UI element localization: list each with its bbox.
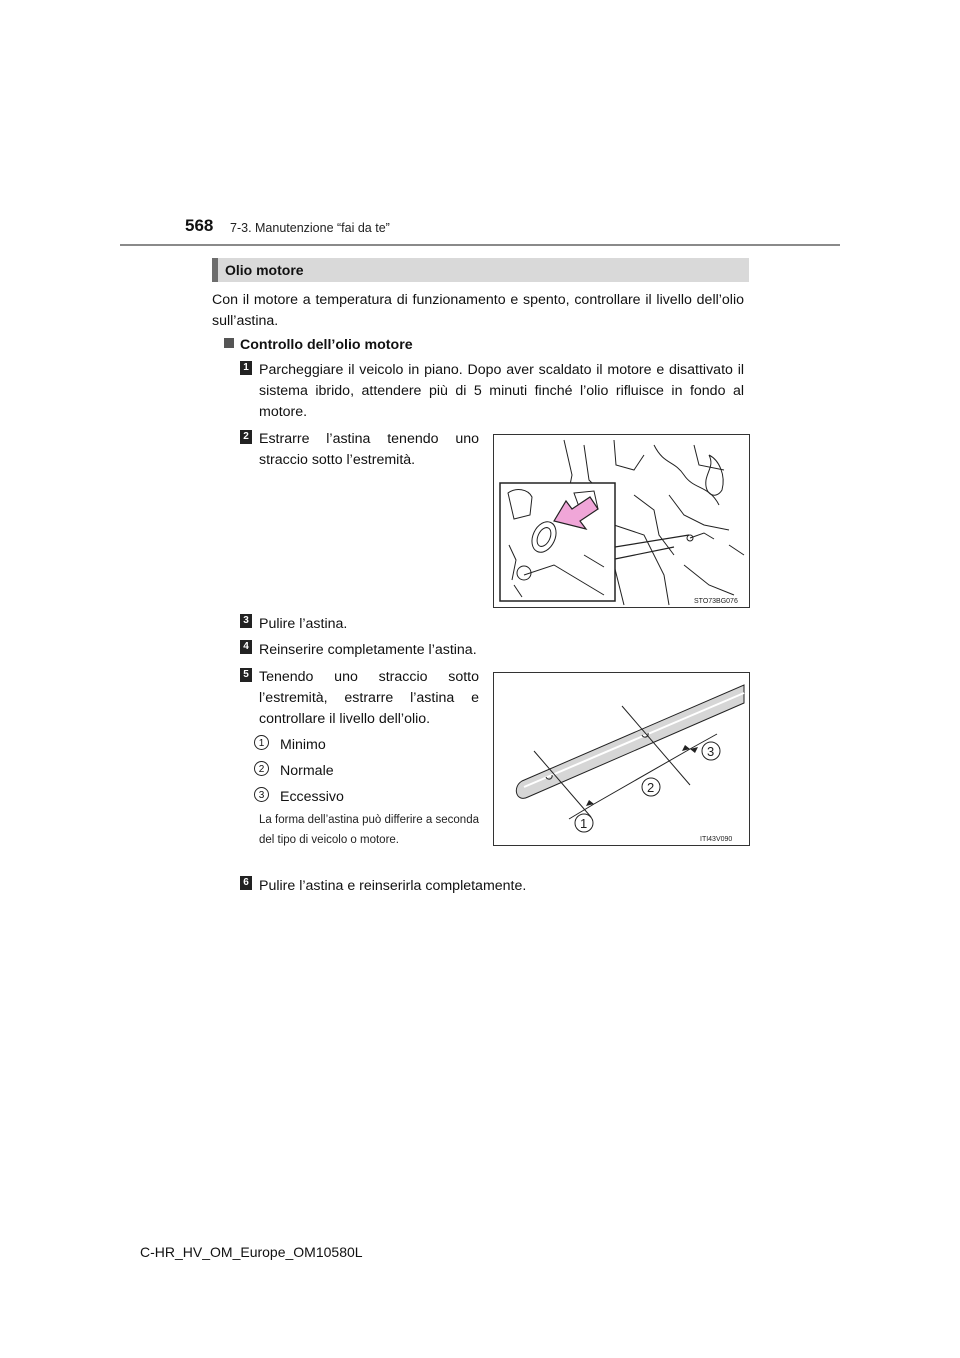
square-bullet-icon xyxy=(224,338,234,348)
step-marker-3: 3 xyxy=(240,614,252,628)
callout-1: 1 xyxy=(580,816,588,831)
dipstick-illustration xyxy=(494,673,749,845)
callout-2: 2 xyxy=(647,780,655,795)
section-accent xyxy=(212,258,218,282)
dipstick-figure xyxy=(493,672,750,846)
engine-figure-code: STO73BG076 xyxy=(694,598,738,605)
step-text-5: Tenendo uno straccio sotto l’estremità, estrarre l’astina e controllare il livello dell’olio. xyxy=(259,669,479,727)
intro-paragraph: Con il motore a temperatura di funzionamento e spento, controllare il livello dell’olio sull’astina. xyxy=(212,292,744,329)
step-text-4: Reinserire completamente l’astina. xyxy=(259,642,477,658)
level-label-minimo: Minimo xyxy=(280,737,326,753)
subsection-label: Controllo dell’olio motore xyxy=(240,337,413,353)
level-label-normale: Normale xyxy=(280,763,334,779)
footer-document-id: C-HR_HV_OM_Europe_OM10580L xyxy=(140,1244,363,1260)
engine-illustration xyxy=(494,435,749,607)
dipstick-figure-code: ITI43V090 xyxy=(700,836,733,843)
level-marker-2: 2 xyxy=(254,761,269,776)
step-text-2: Estrarre l’astina tenendo uno straccio sotto l’estremità. xyxy=(259,431,479,468)
step-marker-5: 5 xyxy=(240,668,252,682)
step-text-3: Pulire l’astina. xyxy=(259,616,348,632)
step-marker-6: 6 xyxy=(240,876,252,890)
step-text-6: Pulire l’astina e reinserirla completamente. xyxy=(259,878,527,894)
subsection-title xyxy=(224,337,413,353)
callout-3: 3 xyxy=(707,744,715,759)
chapter-title: 7-3. Manutenzione “fai da te” xyxy=(230,221,390,235)
level-marker-3: 3 xyxy=(254,787,269,802)
step-marker-1: 1 xyxy=(240,361,252,375)
section-title: Olio motore xyxy=(225,262,304,278)
header-rule xyxy=(120,244,840,246)
step-text-1: Parcheggiare il veicolo in piano. Dopo aver scaldato il motore e disattivato il sistema ibrido, attendere più di 5 minuti finché l’olio rifluisce in fondo al motore. xyxy=(259,362,744,420)
engine-figure xyxy=(493,434,750,608)
section-header xyxy=(212,258,749,282)
level-marker-1: 1 xyxy=(254,735,269,750)
level-label-eccessivo: Eccessivo xyxy=(280,789,344,805)
page-number: 568 xyxy=(185,216,214,235)
shape-note: La forma dell’astina può differire a seconda del tipo di veicolo o motore. xyxy=(259,814,479,846)
step-marker-2: 2 xyxy=(240,430,252,444)
step-marker-4: 4 xyxy=(240,640,252,654)
